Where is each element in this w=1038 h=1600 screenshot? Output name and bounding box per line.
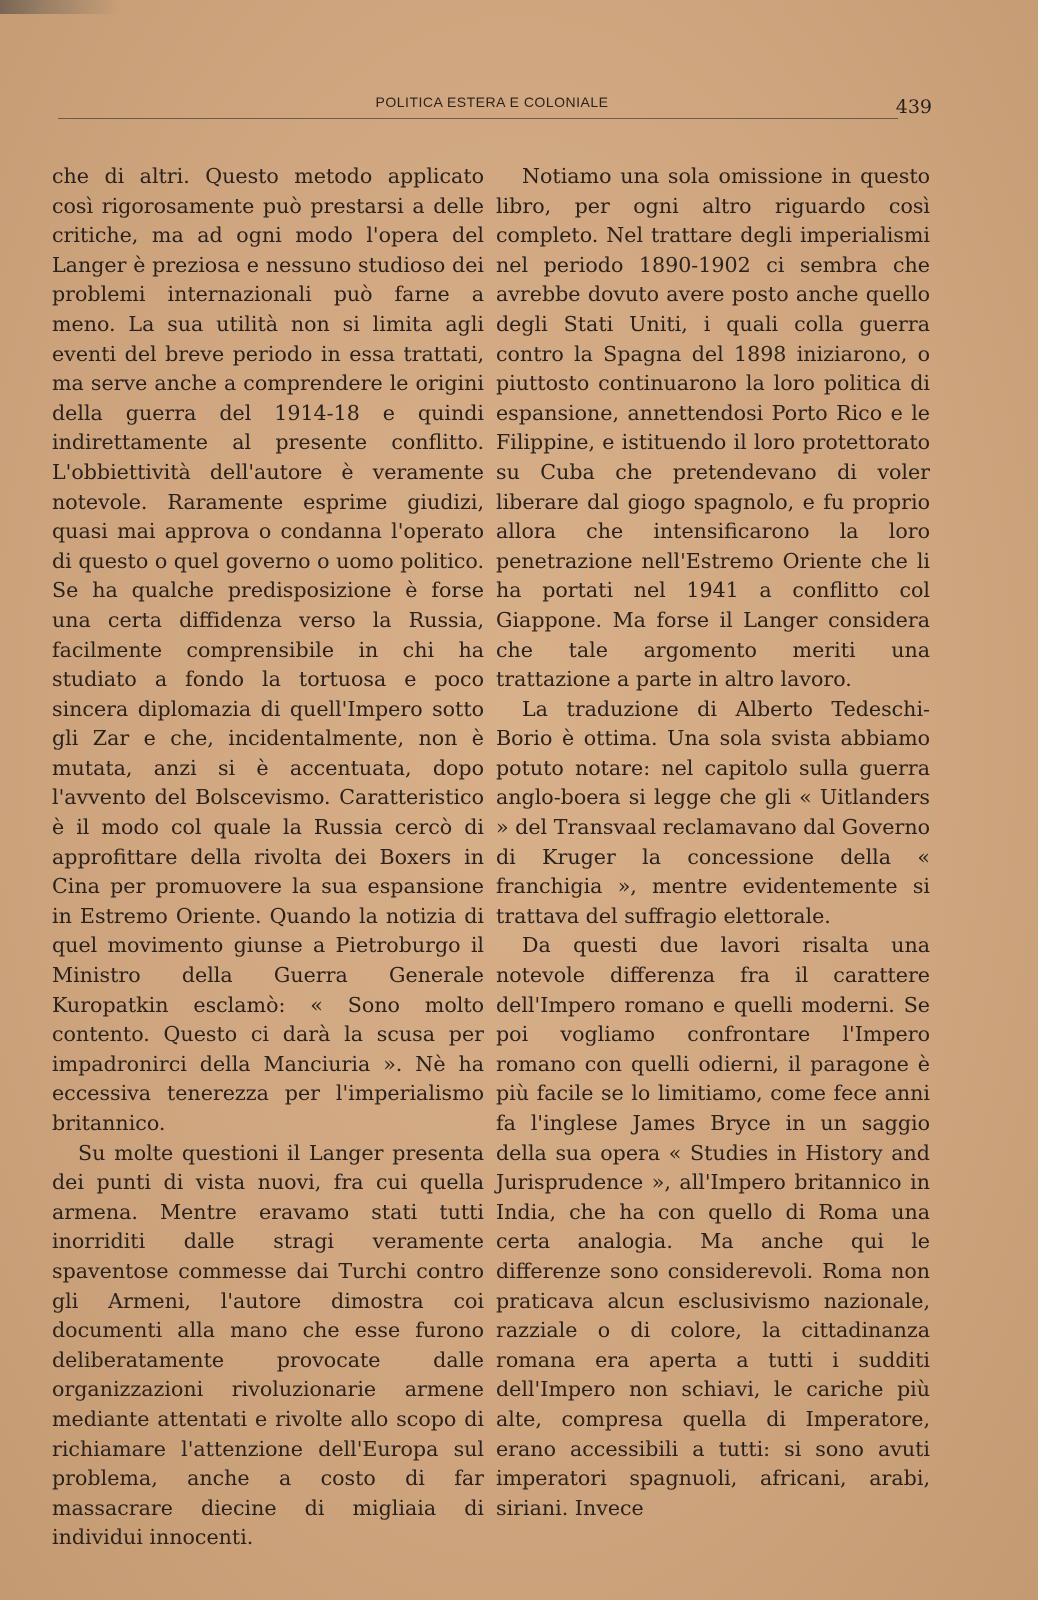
paragraph: Su molte questioni il Langer presenta dei punti di vista nuovi, fra cui quella armena. Mentre eravamo stati tutti inorriditi dalle stragi veramente spaventose commesse dai Turchi contro gli Armeni, l'autore dimostra coi documenti alla mano che esse furono deliberatamente provocate dalle organizzazioni rivoluzionarie armene mediante attentati e rivolte allo scopo di richiamare l'attenzione dell'Europa sul problema, anche a costo di far massacrare diecine di migliaia di individui innocenti. [52,1140,484,1550]
paragraph: Notiamo una sola omissione in questo libro, per ogni altro riguardo così completo. Nel trattare degli imperialismi nel periodo 1890-1902 ci sembra che avrebbe dovuto avere posto anche quello degli Stati Uniti, i quali colla guerra contro la Spagna del 1898 iniziarono, o piuttosto continuarono la loro politica di espansione, annettendosi Porto Rico e le Filippine, e istituendo il loro protettorato su Cuba che pretendevano di voler liberare dal giogo spagnolo, e fu proprio allora che intensificarono la loro penetrazione nell'Estremo Oriente che li ha portati nel 1941 a conflitto col Giappone. Ma forse il Langer considera che tale argomento meriti una trattazione a parte in altro lavoro. [496,164,930,692]
running-head: POLITICA ESTERA E COLONIALE [375,94,609,110]
page-header [52,92,932,120]
right-column [496,162,930,1523]
left-column [52,162,484,1553]
paragraph: La traduzione di Alberto Tedeschi-Borio è ottima. Una sola svista abbiamo potuto notare: nel capitolo sulla guerra anglo-boera si legge che gli « Uitlanders » del Transvaal reclamavano dal Governo di Kruger la concessione della « franchigia », mentre evidentemente si trattava del suffragio elettorale. [496,696,930,928]
page-number: 439 [895,96,932,118]
corner-ink-mark [0,0,120,14]
paragraph: Da questi due lavori risalta una notevole differenza fra il carattere dell'Impero romano e quelli moderni. Se poi vogliamo confrontare l'Impero romano con quelli odierni, il paragone è più facile se lo limitiamo, come fece anni fa l'inglese James Bryce in un saggio della sua opera « Studies in History and Jurisprudence », all'Impero britannico in India, che ha con quello di Roma una certa analogia. Ma anche qui le differenze sono considerevoli. Roma non praticava alcun esclusivismo nazionale, razziale o di colore, la cittadinanza romana era aperta a tutti i sudditi dell'Impero non schiavi, le cariche più alte, compresa quella di Imperatore, erano accessibili a tutti: si sono avuti imperatori spagnuoli, africani, arabi, siriani. Invece [496,933,930,1520]
paragraph: che di altri. Questo metodo applicato così rigorosamente può prestarsi a delle critiche, ma ad ogni modo l'opera del Langer è preziosa e nessuno studioso dei problemi internazionali può farne a meno. La sua utilità non si limita agli eventi del breve periodo in essa trattati, ma serve anche a comprendere le origini della guerra del 1914-18 e quindi indirettamente al presente conflitto. L'obbiettività dell'autore è veramente notevole. Raramente esprime giudizi, quasi mai approva o condanna l'operato di questo o quel governo o uomo politico. Se ha qualche predisposizione è forse una certa diffidenza verso la Russia, facilmente comprensibile in chi ha studiato a fondo la tortuosa e poco sincera diplomazia di quell'Impero sotto gli Zar e che, incidentalmente, non è mutata, anzi si è accentuata, dopo l'avvento del Bolscevismo. Caratteristico è il modo col quale la Russia cercò di approfittare della rivolta dei Boxers in Cina per promuovere la sua espansione in Estremo Oriente. Quando la notizia di quel movimento giunse a Pietroburgo il Ministro della Guerra Generale Kuropatkin esclamò: « Sono molto contento. Questo ci darà la scusa per impadronirci della Manciuria ». Nè ha eccessiva tenerezza per l'imperialismo britannico. [52,164,484,1135]
header-rule [58,118,898,119]
